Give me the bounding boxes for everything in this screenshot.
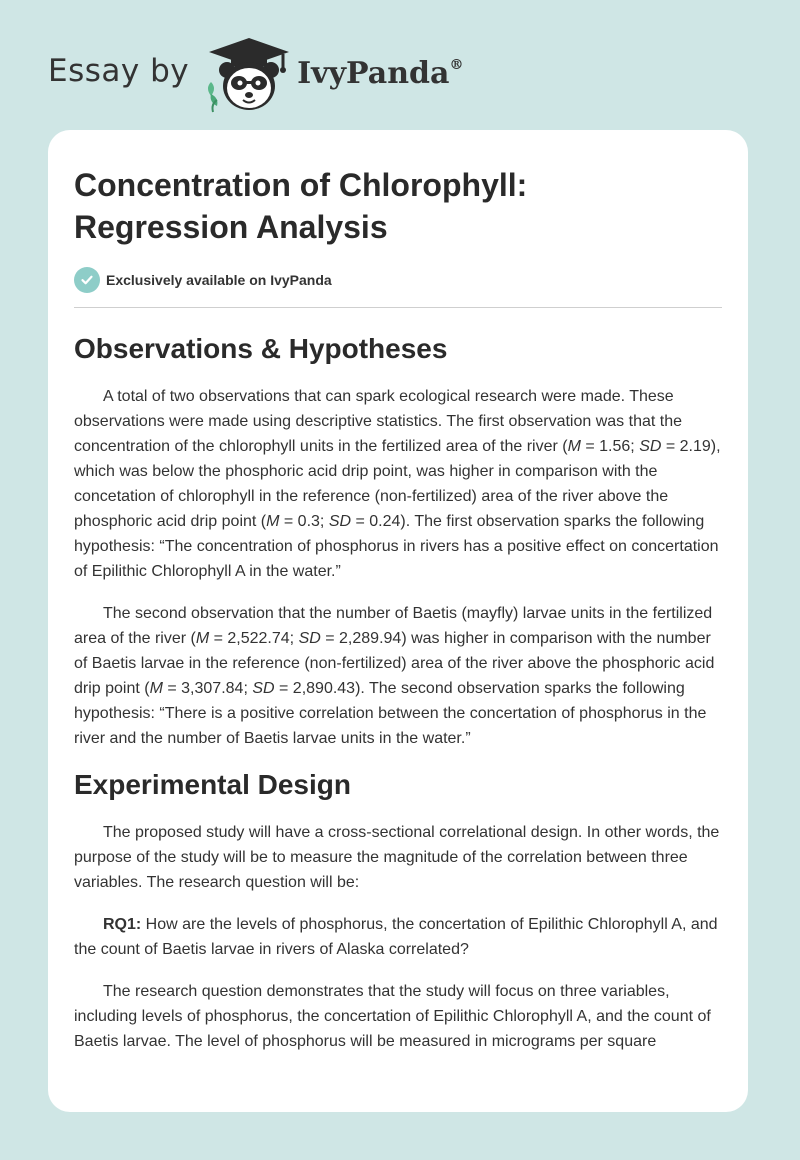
section-heading-experimental-design: Experimental Design bbox=[74, 769, 351, 800]
paragraph-observation-1: A total of two observations that can spark ecological research were made. These observations were made using descriptive statistics. The first observation was that the concentration of the chlorophyll units in the fertilized area of the river (M = 1.56; SD = 2.19), which was below the phosphoric acid drip point, was higher in comparison with the concetation of chlorophyll in the reference (non-fertilized) area of the river above the phosphoric acid drip point (M = 0.3; SD = 0.24). The first observation sparks the following hypothesis: “The concentration of phosphorus in rivers has a positive effect on concertation of Epilithic Chlorophyll A in the water.” bbox=[74, 388, 721, 580]
article-title: Concentration of Chlorophyll: Regression Analysis bbox=[74, 167, 528, 245]
ivypanda-logo-icon bbox=[203, 34, 295, 114]
article-card bbox=[48, 130, 748, 1112]
brand-prefix: Essay by bbox=[48, 53, 190, 89]
brand-name: IvyPanda® bbox=[297, 55, 464, 91]
paragraph-observation-2: The second observation that the number of Baetis (mayfly) larvae units in the fertilized area of the river (M = 2,522.74; SD = 2,289.94) was higher in comparison with the number of Baetis larvae in the reference (non-fertilized) area of the river above the phosphoric acid drip point (M = 3,307.84; SD = 2,890.43). The second observation sparks the following hypothesis: “There is a positive correlation between the concertation of phosphorus in the river and the number of Baetis larvae units in the water.” bbox=[74, 605, 715, 747]
section-heading-observations: Observations & Hypotheses bbox=[74, 333, 448, 364]
exclusive-badge bbox=[74, 266, 722, 294]
paragraph-design-variables: The research question demonstrates that the study will focus on three variables, including levels of phosphorus, the concertation of Epilithic Chlorophyll A, and the count of Baetis larvae. The level of phosphorus will be measured in micrograms per square bbox=[74, 983, 711, 1050]
paragraph-design-intro: The proposed study will have a cross-sectional correlational design. In other words, the purpose of the study will be to measure the magnitude of the correlation between three variables. The research question will be: bbox=[74, 824, 720, 891]
check-circle-icon bbox=[74, 267, 100, 293]
exclusive-badge-text: Exclusively available on IvyPanda bbox=[106, 272, 332, 288]
paragraph-research-question: RQ1: How are the levels of phosphorus, the concertation of Epilithic Chlorophyll A, and the count of Baetis larvae in rivers of Alaska correlated? bbox=[74, 916, 718, 958]
title-divider bbox=[74, 307, 722, 308]
site-header-brand[interactable] bbox=[48, 34, 463, 114]
